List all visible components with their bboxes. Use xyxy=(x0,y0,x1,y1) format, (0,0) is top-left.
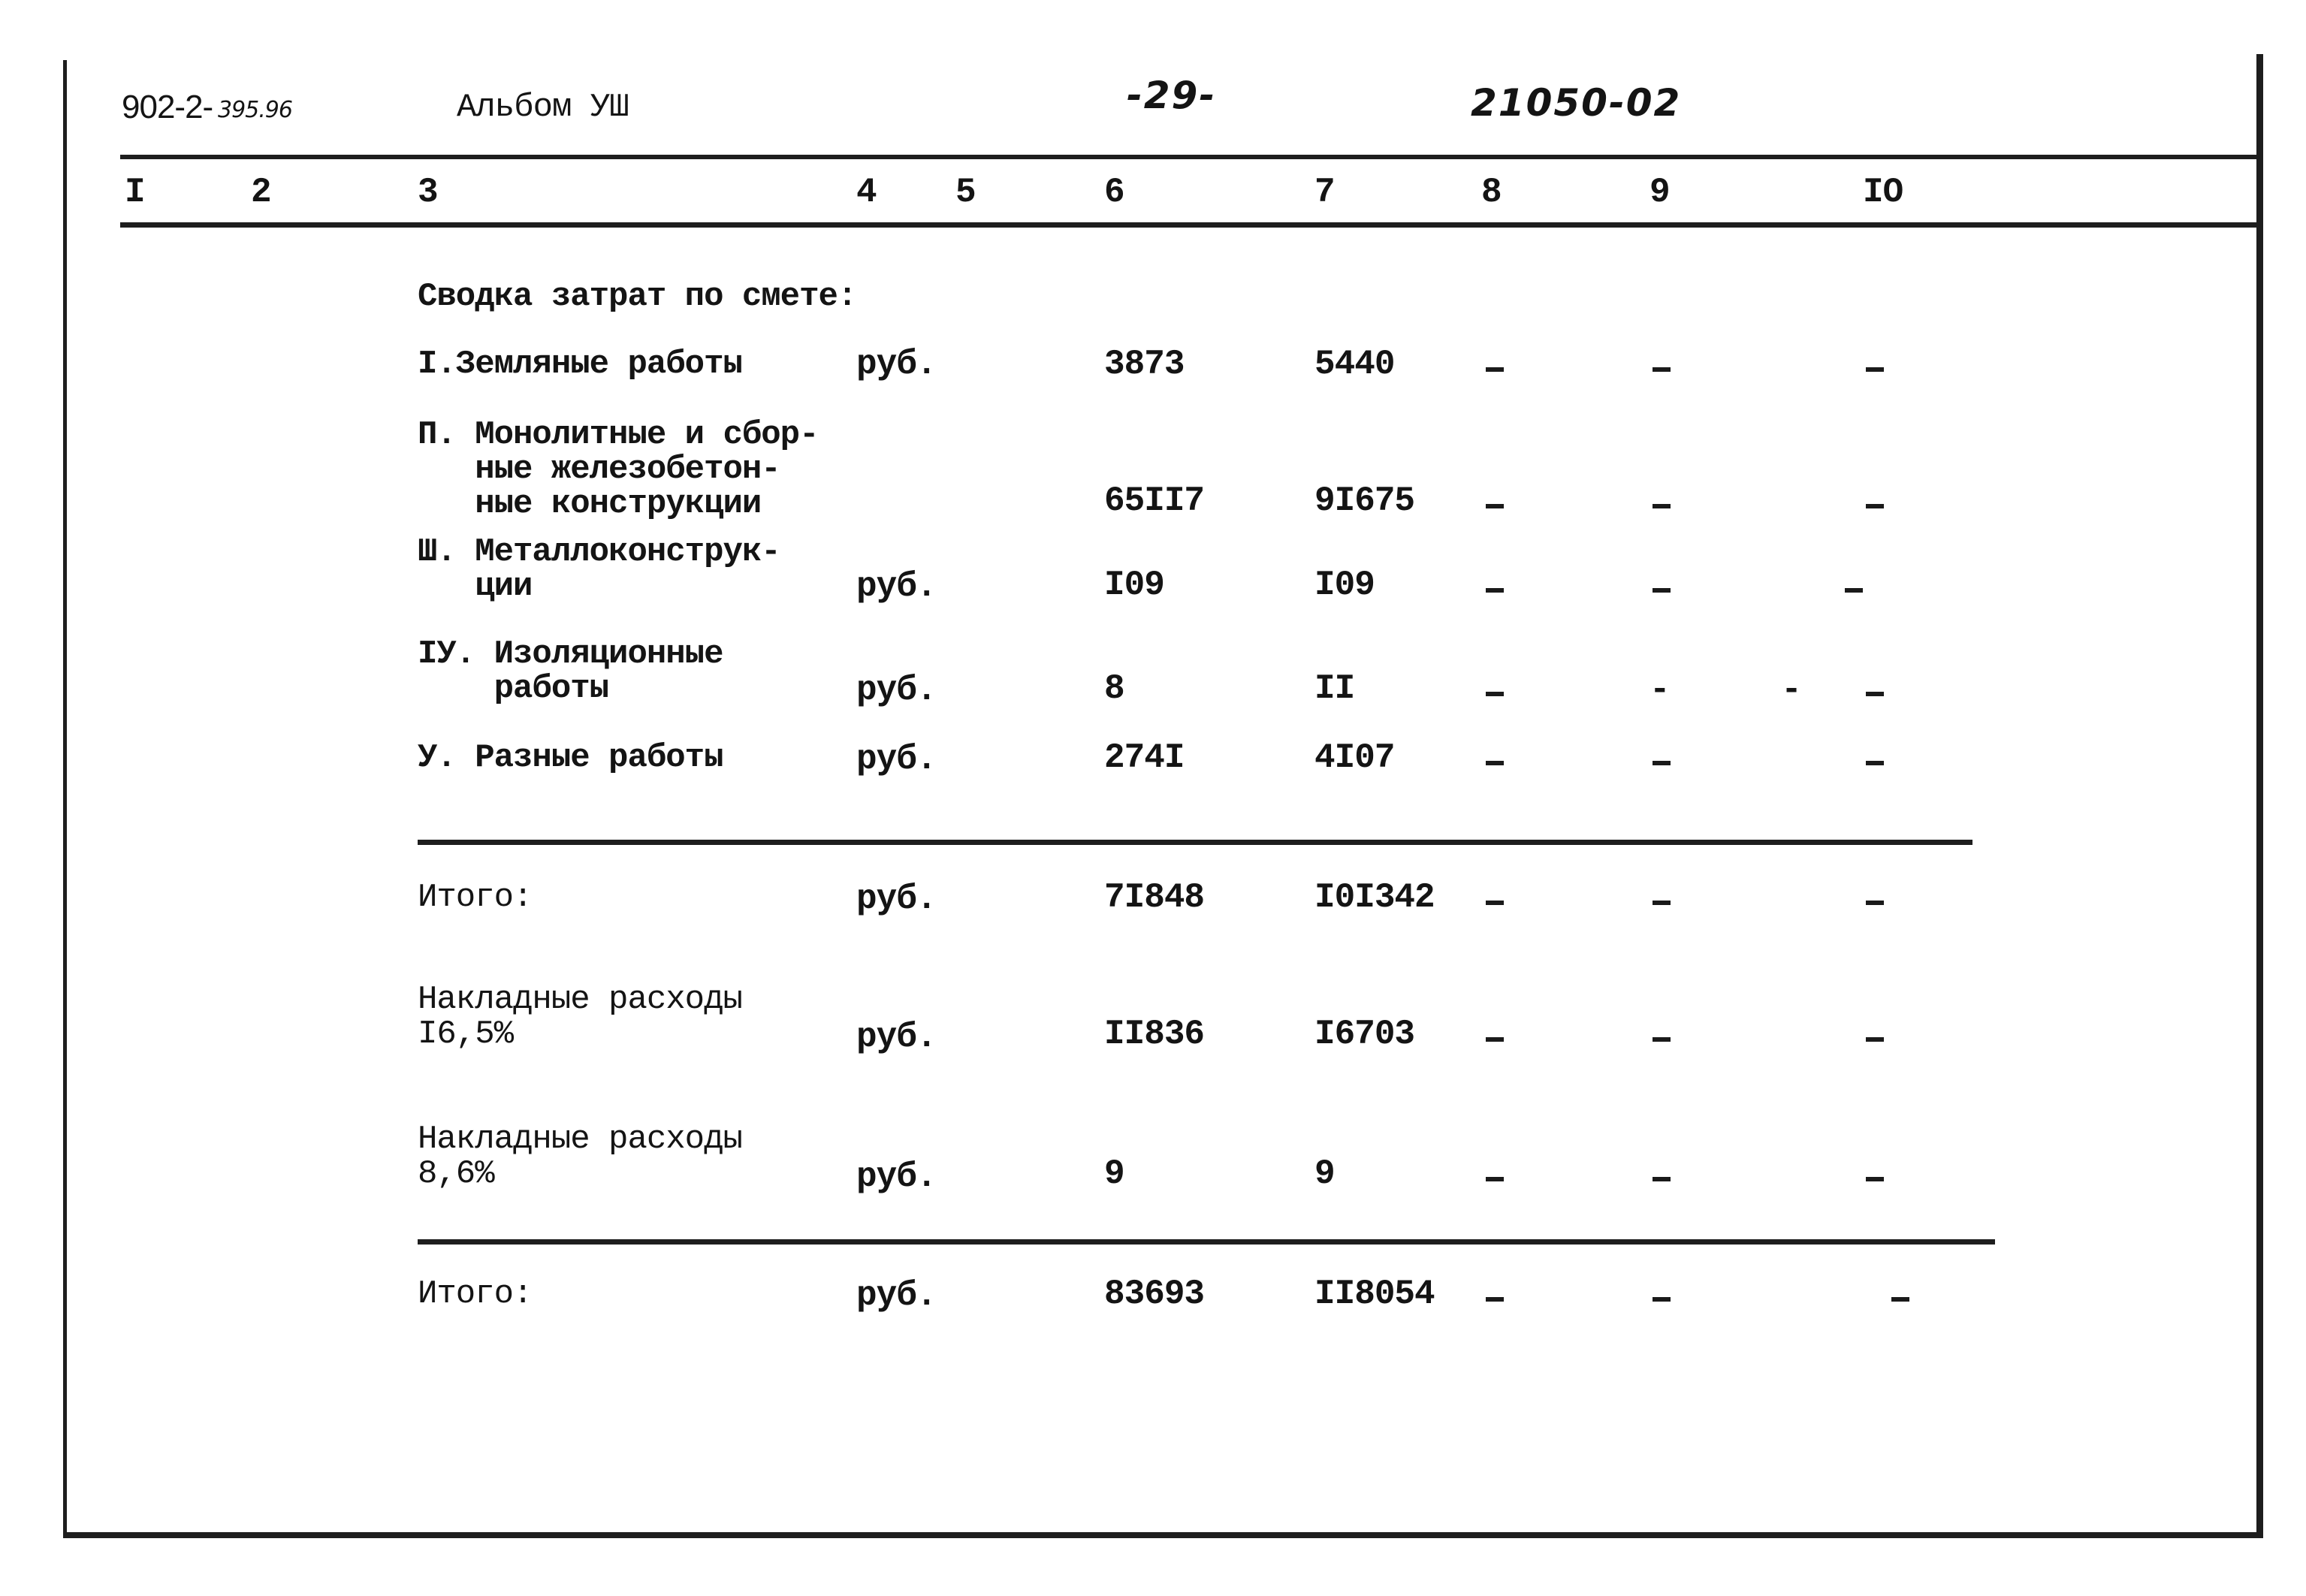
total-label: Итого: xyxy=(418,1275,533,1313)
row-1-col7: 5440 xyxy=(1314,345,1395,384)
row-2-label-line-3: ные конструкции xyxy=(418,485,762,523)
row-2-col6: 65II7 xyxy=(1104,481,1205,520)
row-5-label: У. Разные работы xyxy=(418,739,723,777)
overhead-2-col8-dash xyxy=(1486,1177,1504,1181)
total-col9-dash xyxy=(1653,1297,1671,1302)
total-col10-dash xyxy=(1891,1297,1909,1302)
row-5-col6: 274I xyxy=(1104,738,1185,777)
row-2-col10-dash xyxy=(1866,504,1884,508)
overhead-1-label-line-1: Накладные расходы xyxy=(418,981,742,1018)
row-1-label: I.Земляные работы xyxy=(418,345,742,383)
frame-right-border xyxy=(2256,54,2263,1537)
frame-bottom-border xyxy=(63,1532,2263,1538)
doc-code-handwritten: 395.96 xyxy=(218,97,292,123)
header-top-rule xyxy=(120,155,2263,159)
row-4-col10-dash xyxy=(1866,692,1884,696)
overhead-2-col9-dash xyxy=(1653,1177,1671,1181)
album-label: Альбом УШ xyxy=(457,89,629,126)
frame-left-border xyxy=(63,60,67,1536)
total-unit: руб. xyxy=(856,1276,937,1315)
overhead-2-label-line-2: 8,6% xyxy=(418,1155,494,1193)
row-4-col7: II xyxy=(1314,669,1355,708)
total-col7: II8054 xyxy=(1314,1275,1435,1314)
row-1-col6: 3873 xyxy=(1104,345,1185,384)
overhead-1-col9-dash xyxy=(1653,1037,1671,1042)
total-col8-dash xyxy=(1486,1297,1504,1302)
row-5-unit: руб. xyxy=(856,740,937,779)
row-3-col6: I09 xyxy=(1104,566,1164,605)
column-header-5: 5 xyxy=(955,173,976,212)
subtotal-rule xyxy=(418,840,1972,845)
row-1-col10-dash xyxy=(1866,367,1884,372)
column-header-7: 7 xyxy=(1314,173,1335,212)
row-1-col9-dash xyxy=(1653,367,1671,372)
doc-code: 902-2- xyxy=(122,89,213,125)
overhead-1-col10-dash xyxy=(1866,1037,1884,1042)
row-3-unit: руб. xyxy=(856,567,937,606)
row-4-col9-dashes: - - xyxy=(1650,671,1847,710)
row-2-label-line-1: П. Монолитные и сбор- xyxy=(418,416,819,454)
row-2-col9-dash xyxy=(1653,504,1671,508)
subtotal-col7: I0I342 xyxy=(1314,878,1435,917)
row-3-col9-dash xyxy=(1653,588,1671,593)
row-3-col7: I09 xyxy=(1314,566,1375,605)
row-3-label-line-1: Ш. Металлоконструк- xyxy=(418,533,780,571)
subtotal-col8-dash xyxy=(1486,901,1504,905)
row-5-col8-dash xyxy=(1486,761,1504,765)
project-number: 21050-02 xyxy=(1471,81,1682,125)
row-1-col8-dash xyxy=(1486,367,1504,372)
column-header-10: IO xyxy=(1863,173,1903,212)
column-header-9: 9 xyxy=(1650,173,1670,212)
row-3-col10-dash xyxy=(1845,588,1863,593)
summary-title: Сводка затрат по смете: xyxy=(418,278,857,315)
overhead-2-col6: 9 xyxy=(1104,1154,1124,1193)
row-2-col7: 9I675 xyxy=(1314,481,1415,520)
row-4-label-line-1: IУ. Изоляционные xyxy=(418,635,723,673)
row-4-col8-dash xyxy=(1486,692,1504,696)
row-4-col6: 8 xyxy=(1104,669,1124,708)
row-5-col9-dash xyxy=(1653,761,1671,765)
overhead-1-unit: руб. xyxy=(856,1018,937,1057)
row-4-label-line-2: работы xyxy=(418,670,609,707)
row-3-label-line-2: ции xyxy=(418,568,533,605)
column-header-8: 8 xyxy=(1481,173,1502,212)
overhead-2-label-line-1: Накладные расходы xyxy=(418,1121,742,1158)
row-2-label-line-2: ные железобетон- xyxy=(418,451,780,488)
overhead-1-col8-dash xyxy=(1486,1037,1504,1042)
column-header-4: 4 xyxy=(856,173,877,212)
total-col6: 83693 xyxy=(1104,1275,1205,1314)
subtotal-label: Итого: xyxy=(418,879,533,916)
overhead-2-col7: 9 xyxy=(1314,1154,1335,1193)
row-2-col8-dash xyxy=(1486,504,1504,508)
overhead-1-col7: I6703 xyxy=(1314,1015,1415,1054)
row-5-col10-dash xyxy=(1866,761,1884,765)
subtotal-col10-dash xyxy=(1866,901,1884,905)
subtotal-unit: руб. xyxy=(856,879,937,919)
overhead-1-col6: II836 xyxy=(1104,1015,1205,1054)
column-header-1: I xyxy=(125,173,145,212)
row-5-col7: 4I07 xyxy=(1314,738,1395,777)
subtotal-col9-dash xyxy=(1653,901,1671,905)
total-rule xyxy=(418,1239,1995,1245)
overhead-2-unit: руб. xyxy=(856,1157,937,1196)
page-number: -29- xyxy=(1127,74,1217,117)
overhead-1-label-line-2: I6,5% xyxy=(418,1015,514,1053)
header-bottom-rule xyxy=(120,222,2263,228)
column-header-6: 6 xyxy=(1104,173,1124,212)
overhead-2-col10-dash xyxy=(1866,1177,1884,1181)
column-header-3: 3 xyxy=(418,173,438,212)
column-header-2: 2 xyxy=(251,173,271,212)
row-3-col8-dash xyxy=(1486,588,1504,593)
subtotal-col6: 7I848 xyxy=(1104,878,1205,917)
row-4-unit: руб. xyxy=(856,671,937,710)
row-1-unit: руб. xyxy=(856,345,937,384)
